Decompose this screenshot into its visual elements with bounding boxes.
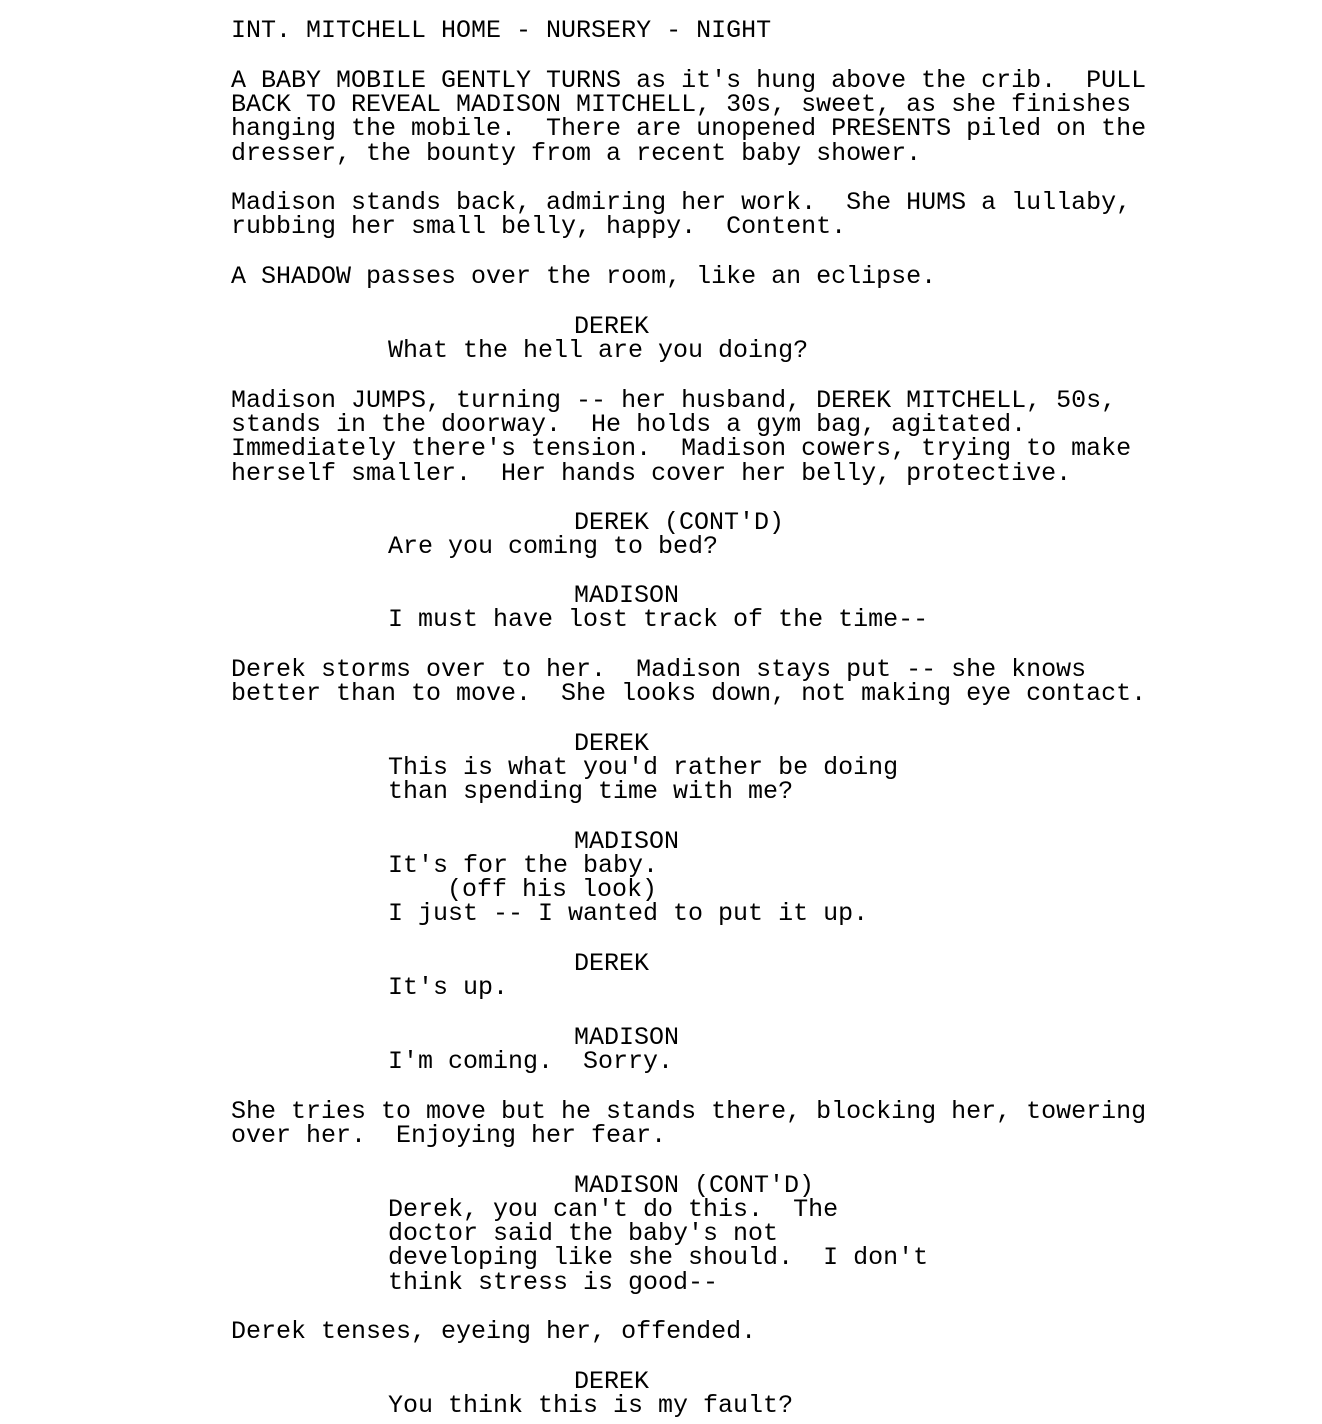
character-cue: MADISON (574, 581, 680, 610)
character-cue: DEREK (CONT'D) (574, 508, 785, 537)
dialogue-block: It's for the baby. (388, 851, 659, 880)
character-cue: DEREK (574, 1367, 650, 1396)
dialogue-block: Derek, you can't do this. The doctor said the baby's not developing like she should. I don't think stress is good-- (388, 1195, 929, 1297)
dialogue-block: I just -- I wanted to put it up. (388, 899, 869, 928)
character-cue: MADISON (CONT'D) (574, 1171, 815, 1200)
action-block: A BABY MOBILE GENTLY TURNS as it's hung above the crib. PULL BACK TO REVEAL MADISON MITCHELL, 30s, sweet, as she finishes hanging the mobile. There are unopened PRESENTS piled on the dresser, the bounty from a recent baby shower. (231, 66, 1147, 168)
character-cue: DEREK (574, 729, 650, 758)
action-block: Madison JUMPS, turning -- her husband, DEREK MITCHELL, 50s, stands in the doorway. He holds a gym bag, agitated. Immediately there's tension. Madison cowers, trying to make herself smaller. Her hands cover her belly, protective. (231, 386, 1132, 488)
dialogue-block: Are you coming to bed? (388, 532, 719, 561)
action-block: Derek storms over to her. Madison stays put -- she knows better than to move. She looks down, not making eye contact. (231, 655, 1147, 709)
action-block: Madison stands back, admiring her work. She HUMS a lullaby, rubbing her small belly, happy. Content. (231, 188, 1132, 242)
dialogue-block: What the hell are you doing? (388, 336, 809, 365)
action-block: She tries to move but he stands there, blocking her, towering over her. Enjoying her fear. (231, 1097, 1147, 1151)
dialogue-block: I'm coming. Sorry. (388, 1047, 674, 1076)
action-block: A SHADOW passes over the room, like an eclipse. (231, 262, 937, 291)
character-cue: DEREK (574, 949, 650, 978)
dialogue-block: I must have lost track of the time-- (388, 605, 929, 634)
scene-heading: INT. MITCHELL HOME - NURSERY - NIGHT (231, 16, 772, 45)
dialogue-block: It's up. (388, 973, 509, 1002)
character-cue: MADISON (574, 827, 680, 856)
dialogue-block: You think this is my fault? (388, 1391, 794, 1420)
character-cue: MADISON (574, 1023, 680, 1052)
parenthetical: (off his look) (447, 875, 658, 904)
character-cue: DEREK (574, 312, 650, 341)
action-block: Derek tenses, eyeing her, offended. (231, 1317, 757, 1346)
dialogue-block: This is what you'd rather be doing than spending time with me? (388, 753, 899, 807)
